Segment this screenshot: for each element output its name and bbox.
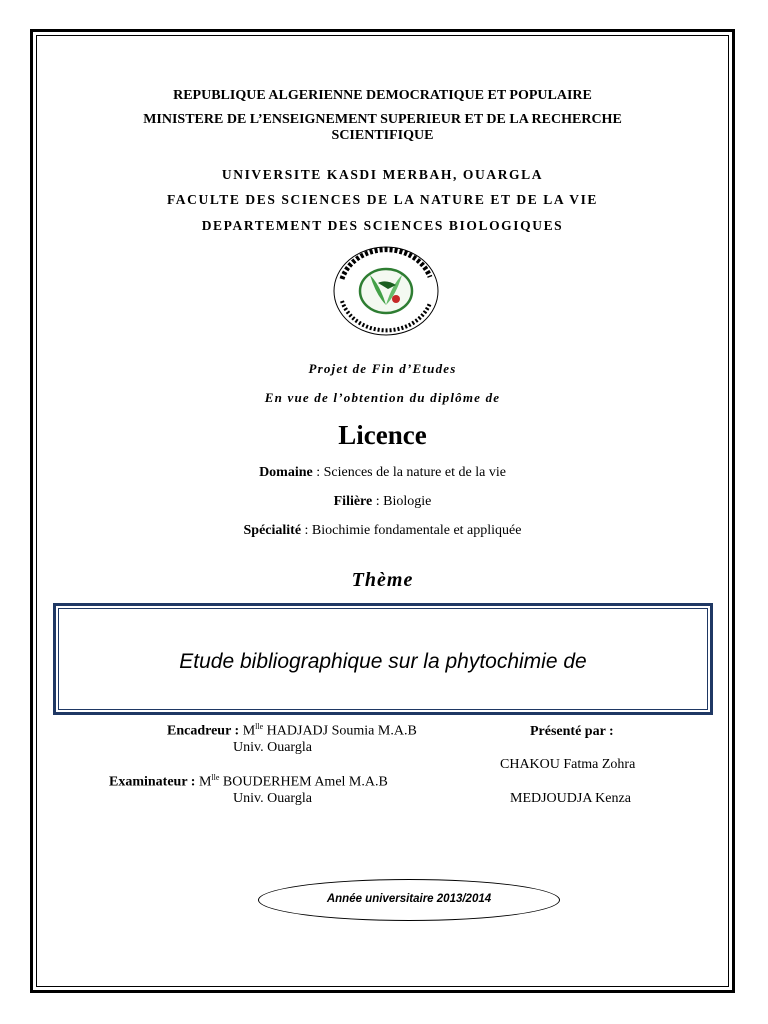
examinateur-title-sup: lle — [211, 773, 220, 782]
encadreur-label: Encadreur : — [167, 723, 240, 739]
university-heading: UNIVERSITE KASDI MERBAH, OUARGLA — [221, 167, 544, 182]
encadreur-univ: Univ. Ouargla — [233, 740, 312, 755]
filiere-value: : Biologie — [372, 494, 432, 509]
theme-title-text: Etude bibliographique sur la phytochimie de — [179, 650, 587, 673]
department-heading: DEPARTEMENT DES SCIENCES BIOLOGIQUES — [201, 218, 564, 233]
encadreur-title-sup: lle — [255, 722, 264, 731]
encadreur-name: HADJADJ Soumia M.A.B — [263, 723, 417, 739]
project-line2: En vue de l’obtention du diplôme de — [264, 390, 501, 405]
examinateur-name: BOUDERHEM Amel M.A.B — [219, 774, 388, 790]
project-line1: Projet de Fin d’Etudes — [308, 361, 457, 376]
filiere-line — [36, 494, 729, 510]
encadreur-line — [167, 722, 417, 740]
annee-universitaire: Année universitaire 2013/2014 — [326, 893, 492, 905]
filiere-label: Filière — [333, 494, 373, 509]
domaine-value: : Sciences de la nature et de la vie — [312, 465, 506, 480]
specialite-value: : Biochimie fondamentale et appliquée — [301, 523, 522, 538]
presented-by-label — [530, 724, 614, 740]
examinateur-title: M — [195, 774, 212, 790]
ministry-heading-line1: MINISTERE DE L’ENSEIGNEMENT SUPERIEUR ET DE LA RECHERCHE — [143, 112, 622, 127]
encadreur-title: M — [239, 723, 256, 739]
university-logo — [330, 243, 442, 338]
presented-by-text: Présenté par : — [530, 724, 614, 739]
specialite-line — [36, 523, 729, 539]
domaine-line — [36, 465, 729, 481]
degree-title: Licence — [338, 420, 427, 450]
student-2: MEDJOUDJA Kenza — [510, 791, 631, 806]
theme-label: Thème — [351, 569, 414, 591]
examinateur-univ: Univ. Ouargla — [233, 791, 312, 806]
examinateur-line — [109, 773, 388, 791]
student-1: CHAKOU Fatma Zohra — [500, 757, 636, 772]
specialite-label: Spécialité — [243, 523, 302, 538]
faculty-heading: FACULTE DES SCIENCES DE LA NATURE ET DE LA VIE — [166, 192, 599, 207]
ministry-heading-line2: SCIENTIFIQUE — [331, 128, 434, 143]
domaine-label: Domaine — [259, 465, 313, 480]
examinateur-label: Examinateur : — [109, 774, 196, 790]
republic-heading: REPUBLIQUE ALGERIENNE DEMOCRATIQUE ET POPULAIRE — [173, 88, 592, 103]
